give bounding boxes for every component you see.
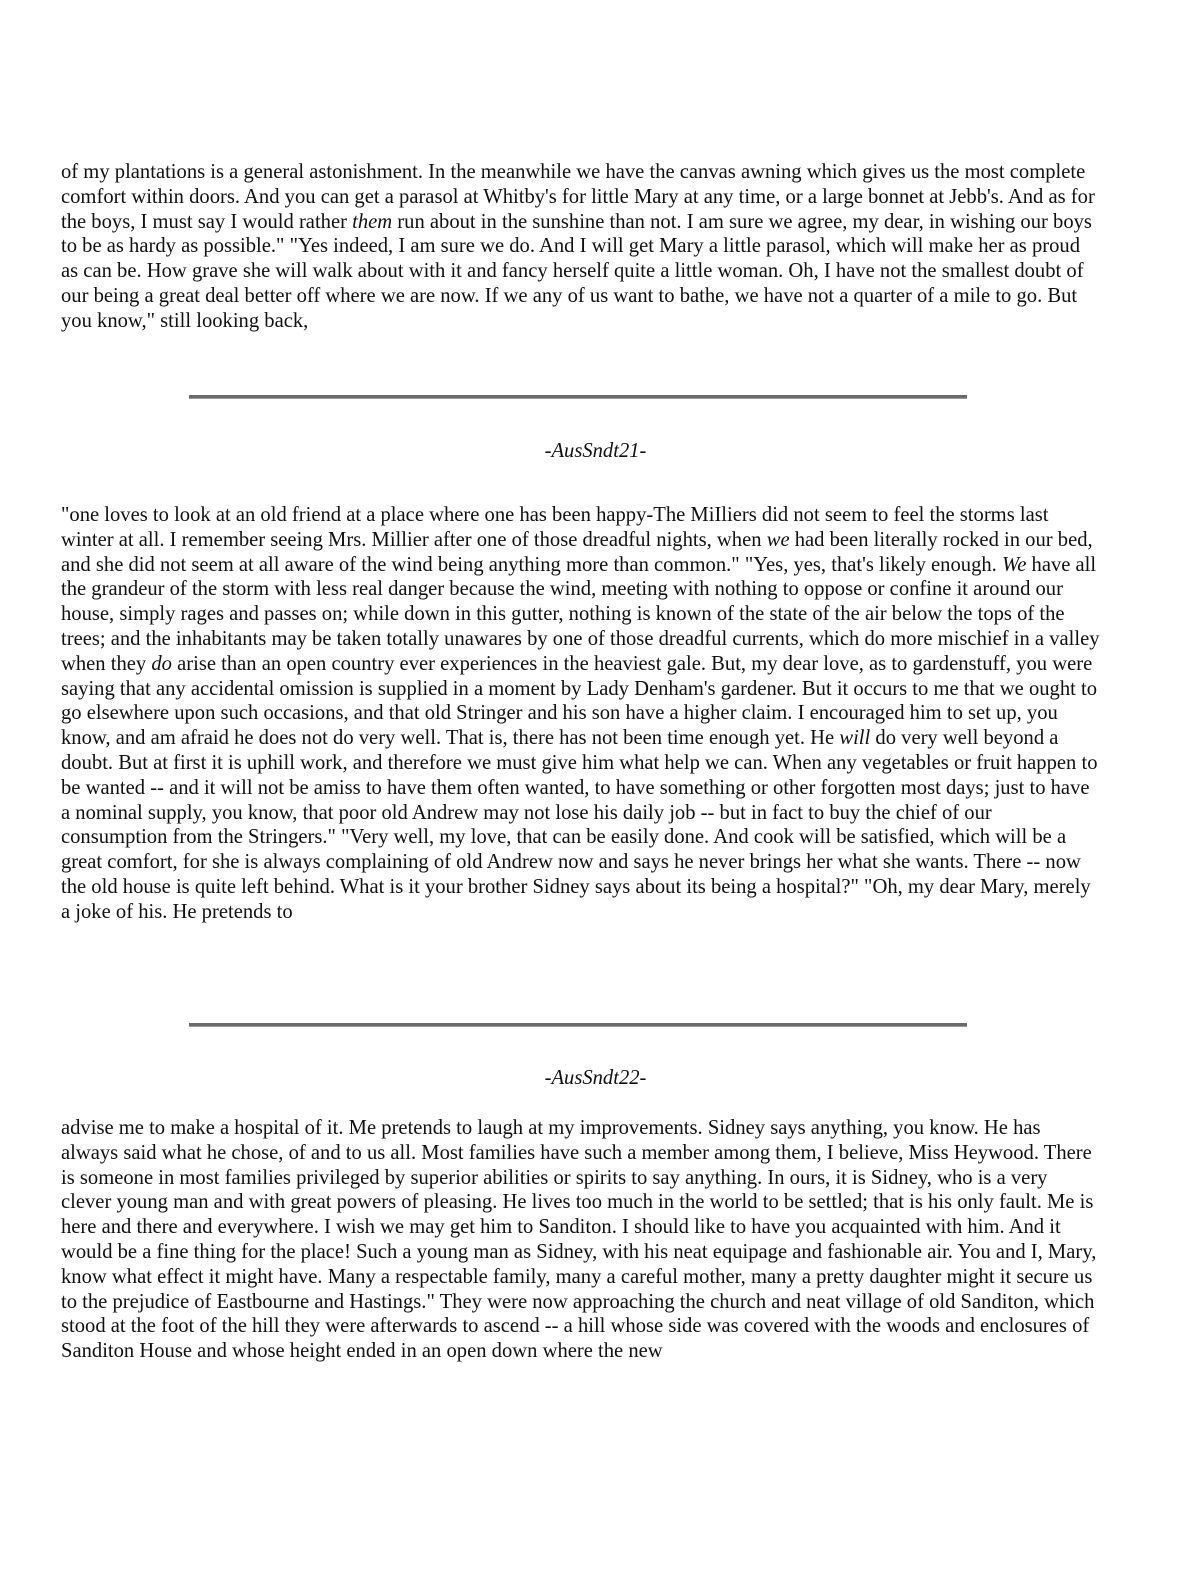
emphasis-text: them (352, 210, 393, 233)
body-text: of my plantations is a general astonishment. In the meanwhile we have the canvas awning which gives us the most complete comfort within doors. And you can get a parasol at Whitby's for little Mary at any time, or a large bonnet at Jebb's. And as for the boys, I must say I would rather (61, 161, 1095, 233)
page-divider-1 (189, 395, 967, 399)
body-text: had been literally rocked in our bed, and she did not seem at all aware of the wind being anything more than common." "Yes, yes, that's likely enough. (61, 528, 1093, 576)
paragraph-1 (61, 160, 1101, 334)
body-text: "one loves to look at an old friend at a place where one has been happy-The MiIliers did not seem to feel the storms last winter at all. I remember seeing Mrs. Millier after one of those dreadful nights, when (61, 504, 1049, 551)
emphasis-text: we (766, 528, 790, 551)
paragraph-2 (61, 503, 1101, 925)
body-text: do very well beyond a doubt. But at first it is uphill work, and therefore we must give him what help we can. When any vegetables or fruit happen to be wanted -- and it will not be amiss to have them often wanted, to have something or other forgotten most days; just to have a nominal supply, you know, that poor old Andrew may not lose his daily job -- but in fact to buy the chief of our consumption from the Stringers." "Very well, my love, that can be easily done. And cook will be satisfied, which will be a great comfort, for she is always complaining of old Andrew now and says he never brings her what she wants. There -- now the old house is quite left behind. What is it your brother Sidney says about its being a hospital?" "Oh, my dear Mary, merely a joke of his. He pretends to (61, 727, 1098, 923)
body-text: arise than an open country ever experiences in the heaviest gale. But, my dear love, as to gardenstuff, you were saying that any accidental omission is supplied in a moment by Lady Denham's gardener. But it occurs to me that we ought to go elsewhere upon such occasions, and that old Stringer and his son have a higher claim. I encouraged him to set up, you know, and am afraid he does not do very well. That is, there has not been time enough yet. He (61, 652, 1098, 750)
body-text: have all the grandeur of the storm with less real danger because the wind, meeting with nothing to oppose or confine it around our house, simply rages and passes on; while down in this gutter, nothing is known of the state of the air below the tops of the trees; and the inhabitants may be taken totally unawares by one of those dreadful currents, which do more mischief in a valley when they (61, 553, 1100, 675)
page-marker-2: -AusSndt22- (544, 1067, 647, 1089)
page-divider-2 (189, 1023, 967, 1027)
paragraph-3 (61, 1116, 1101, 1364)
emphasis-text: We (1001, 553, 1027, 576)
body-text: advise me to make a hospital of it. Me pretends to laugh at my improvements. Sidney says anything, you know. He has always said what he chose, of and to us all. Most families have such a member among them, I believe, Miss Heywood. There is someone in most families privileged by superior abilities or spirits to say anything. In ours, it is Sidney, who is a very clever young man and with great powers of pleasing. He lives too much in the world to be settled; that is his only fault. Me is here and there and everywhere. I wish we may get him to Sanditon. I should like to have you acquainted with him. And it would be a fine thing for the place! Such a young man as Sidney, with his neat equipage and fashionable air. You and I, Mary, know what effect it might have. Many a respectable family, many a careful mother, many a pretty daughter might it secure us to the prejudice of Eastbourne and Hastings." They were now approaching the church and neat village of old Sanditon, which stood at the foot of the hill they were afterwards to ascend -- a hill whose side was covered with the woods and enclosures of Sanditon House and whose height ended in an open down where the new (61, 1117, 1097, 1363)
emphasis-text: will (839, 727, 871, 750)
page-marker-1: -AusSndt21- (544, 440, 647, 462)
body-text: run about in the sunshine than not. I am sure we agree, my dear, in wishing our boys to be as hardy as possible." "Yes indeed, I am sure we do. And I will get Mary a little parasol, which will make her as proud as can be. How grave she will walk about with it and fancy herself quite a little woman. Oh, I have not the smallest doubt of our being a great deal better off where we are now. If we any of us want to bathe, we have not a quarter of a mile to go. But you know," still looking back, (61, 210, 1092, 332)
emphasis-text: do (151, 652, 172, 675)
